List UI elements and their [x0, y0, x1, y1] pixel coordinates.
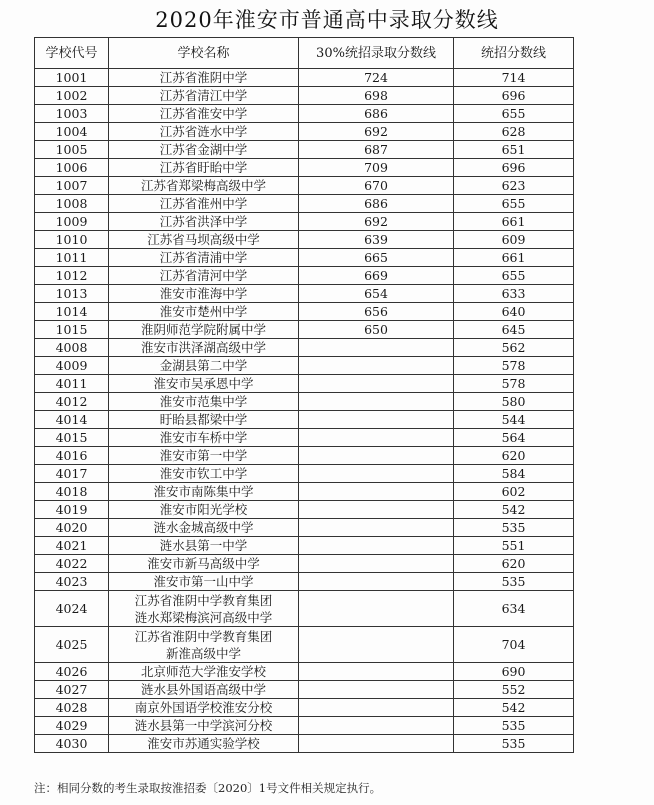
school-code-cell: 1006	[35, 159, 109, 177]
school-code-cell: 4028	[35, 699, 109, 717]
quota-score-cell: 656	[299, 303, 454, 321]
header-general-score: 统招分数线	[454, 38, 574, 69]
general-score-cell: 633	[454, 285, 574, 303]
table-row	[35, 195, 574, 213]
school-code-cell: 1011	[35, 249, 109, 267]
school-name-line: 金湖县第二中学	[159, 358, 248, 373]
school-code-cell: 1015	[35, 321, 109, 339]
header-school-name: 学校名称	[109, 38, 299, 69]
quota-score-cell	[299, 357, 454, 375]
school-name-cell	[109, 375, 299, 393]
school-name-line: 淮安市淮海中学	[159, 286, 248, 301]
school-name-line: 江苏省淮安中学	[159, 106, 248, 121]
quota-score-cell	[299, 465, 454, 483]
school-code-cell: 4009	[35, 357, 109, 375]
table-row	[35, 105, 574, 123]
table-row	[35, 717, 574, 735]
school-code-cell: 4012	[35, 393, 109, 411]
school-name-line: 江苏省涟水中学	[159, 124, 248, 139]
school-name-line: 涟水县第一中学	[159, 538, 248, 553]
quota-score-cell	[299, 429, 454, 447]
quota-score-cell	[299, 663, 454, 681]
school-code-cell: 1009	[35, 213, 109, 231]
general-score-cell: 690	[454, 663, 574, 681]
general-score-cell: 551	[454, 537, 574, 555]
table-row	[35, 87, 574, 105]
table-row	[35, 627, 574, 663]
school-code-cell: 1001	[35, 69, 109, 87]
footnote: 注：相同分数的考生录取按淮招委〔2020〕1号文件相关规定执行。	[34, 781, 382, 795]
school-name-cell	[109, 357, 299, 375]
school-name-line: 江苏省马坝高级中学	[147, 232, 260, 247]
school-name-line: 新淮高级中学	[165, 645, 241, 661]
school-name-line: 涟水县第一中学滨河分校	[134, 718, 273, 733]
school-name-line: 江苏省盱眙中学	[159, 160, 248, 175]
quota-score-cell	[299, 717, 454, 735]
table-row	[35, 663, 574, 681]
school-code-cell: 4027	[35, 681, 109, 699]
school-name-line: 江苏省清江中学	[159, 88, 248, 103]
general-score-cell: 628	[454, 123, 574, 141]
general-score-cell: 609	[454, 231, 574, 249]
table-row	[35, 285, 574, 303]
school-name-cell	[109, 249, 299, 267]
school-name-line: 涟水金城高级中学	[153, 520, 254, 535]
school-name-cell	[109, 339, 299, 357]
school-name-line: 淮安市吴承恩中学	[153, 376, 254, 391]
school-code-cell: 4018	[35, 483, 109, 501]
school-code-cell: 1005	[35, 141, 109, 159]
school-name-cell	[109, 87, 299, 105]
school-code-cell: 1004	[35, 123, 109, 141]
school-code-cell: 4021	[35, 537, 109, 555]
school-code-cell: 1013	[35, 285, 109, 303]
table-row	[35, 123, 574, 141]
general-score-cell: 623	[454, 177, 574, 195]
table-row	[35, 501, 574, 519]
general-score-cell: 634	[454, 591, 574, 627]
table-row	[35, 573, 574, 591]
quota-score-cell: 686	[299, 195, 454, 213]
school-name-cell	[109, 483, 299, 501]
table-row	[35, 177, 574, 195]
quota-score-cell: 709	[299, 159, 454, 177]
school-code-cell: 1012	[35, 267, 109, 285]
quota-score-cell: 670	[299, 177, 454, 195]
general-score-cell: 704	[454, 627, 574, 663]
school-name-cell	[109, 285, 299, 303]
school-name-cell	[109, 465, 299, 483]
school-code-cell: 4014	[35, 411, 109, 429]
general-score-cell: 562	[454, 339, 574, 357]
general-score-cell: 535	[454, 573, 574, 591]
school-name-cell	[109, 231, 299, 249]
school-name-line: 淮安市洪泽湖高级中学	[140, 340, 266, 355]
school-name-line: 江苏省郑梁梅高级中学	[140, 178, 266, 193]
general-score-cell: 542	[454, 699, 574, 717]
quota-score-cell: 654	[299, 285, 454, 303]
school-code-cell: 4026	[35, 663, 109, 681]
school-name-cell	[109, 591, 299, 627]
general-score-cell: 578	[454, 375, 574, 393]
table-row	[35, 519, 574, 537]
school-name-cell	[109, 627, 299, 663]
school-name-line: 江苏省淮阴中学教育集团	[134, 592, 273, 608]
general-score-cell: 651	[454, 141, 574, 159]
table-row	[35, 591, 574, 627]
table-row	[35, 735, 574, 753]
quota-score-cell	[299, 447, 454, 465]
school-name-line: 江苏省清浦中学	[159, 250, 248, 265]
school-name-line: 淮安市南陈集中学	[153, 484, 254, 499]
table-row	[35, 537, 574, 555]
school-name-cell	[109, 177, 299, 195]
school-name-cell	[109, 699, 299, 717]
table-row	[35, 159, 574, 177]
table-row	[35, 465, 574, 483]
quota-score-cell	[299, 375, 454, 393]
school-code-cell: 4011	[35, 375, 109, 393]
general-score-cell: 542	[454, 501, 574, 519]
school-name-cell	[109, 573, 299, 591]
general-score-cell: 655	[454, 195, 574, 213]
table-row	[35, 411, 574, 429]
school-name-cell	[109, 141, 299, 159]
quota-score-cell: 665	[299, 249, 454, 267]
quota-score-cell	[299, 735, 454, 753]
school-name-line: 淮安市阳光学校	[159, 502, 248, 517]
school-name-cell	[109, 69, 299, 87]
general-score-cell: 535	[454, 519, 574, 537]
school-code-cell: 4030	[35, 735, 109, 753]
table-row	[35, 303, 574, 321]
school-name-line: 淮安市楚州中学	[159, 304, 248, 319]
table-header-row	[35, 38, 574, 69]
table-row	[35, 231, 574, 249]
general-score-cell: 696	[454, 87, 574, 105]
school-name-cell	[109, 555, 299, 573]
school-name-cell	[109, 681, 299, 699]
general-score-cell: 544	[454, 411, 574, 429]
school-code-cell: 4025	[35, 627, 109, 663]
quota-score-cell: 724	[299, 69, 454, 87]
general-score-cell: 580	[454, 393, 574, 411]
quota-score-cell	[299, 555, 454, 573]
school-code-cell: 4022	[35, 555, 109, 573]
table-row	[35, 69, 574, 87]
school-name-line: 淮安市钦工中学	[159, 466, 248, 481]
school-code-cell: 4008	[35, 339, 109, 357]
school-name-cell	[109, 447, 299, 465]
school-name-cell	[109, 105, 299, 123]
admission-score-table	[34, 37, 574, 753]
table-row	[35, 681, 574, 699]
school-name-line: 淮安市车桥中学	[159, 430, 248, 445]
school-name-cell	[109, 159, 299, 177]
general-score-cell: 640	[454, 303, 574, 321]
school-name-line: 江苏省清河中学	[159, 268, 248, 283]
table-row	[35, 375, 574, 393]
table-row	[35, 357, 574, 375]
school-name-line: 南京外国语学校淮安分校	[134, 700, 273, 715]
school-name-cell	[109, 123, 299, 141]
table-row	[35, 213, 574, 231]
school-code-cell: 4017	[35, 465, 109, 483]
school-code-cell: 1008	[35, 195, 109, 213]
school-name-cell	[109, 213, 299, 231]
quota-score-cell	[299, 573, 454, 591]
school-name-line: 淮安市范集中学	[159, 394, 248, 409]
page-title: 2020年淮安市普通高中录取分数线	[155, 8, 499, 32]
general-score-cell: 620	[454, 447, 574, 465]
school-name-cell	[109, 501, 299, 519]
table-row	[35, 699, 574, 717]
school-code-cell: 4029	[35, 717, 109, 735]
school-code-cell: 1014	[35, 303, 109, 321]
school-name-cell	[109, 735, 299, 753]
school-code-cell: 1007	[35, 177, 109, 195]
table-row	[35, 339, 574, 357]
table-row	[35, 321, 574, 339]
school-code-cell: 4015	[35, 429, 109, 447]
quota-score-cell	[299, 591, 454, 627]
table-row	[35, 267, 574, 285]
school-name-line: 江苏省淮阴中学教育集团	[134, 628, 273, 644]
table-body	[35, 69, 574, 753]
header-quota-score: 30%统招录取分数线	[299, 38, 454, 69]
school-name-cell	[109, 267, 299, 285]
general-score-cell: 661	[454, 213, 574, 231]
quota-score-cell	[299, 411, 454, 429]
school-name-line: 江苏省金湖中学	[159, 142, 248, 157]
table-row	[35, 429, 574, 447]
general-score-cell: 602	[454, 483, 574, 501]
school-code-cell: 1002	[35, 87, 109, 105]
general-score-cell: 578	[454, 357, 574, 375]
school-name-line: 涟水郑梁梅滨河高级中学	[134, 609, 273, 625]
school-name-line: 淮安市苏通实验学校	[147, 736, 260, 751]
school-code-cell: 1003	[35, 105, 109, 123]
school-name-line: 江苏省淮州中学	[159, 196, 248, 211]
general-score-cell: 535	[454, 735, 574, 753]
school-name-cell	[109, 717, 299, 735]
quota-score-cell: 692	[299, 213, 454, 231]
quota-score-cell	[299, 483, 454, 501]
school-code-cell: 4023	[35, 573, 109, 591]
school-name-line: 淮安市新马高级中学	[147, 556, 260, 571]
general-score-cell: 661	[454, 249, 574, 267]
quota-score-cell: 669	[299, 267, 454, 285]
quota-score-cell	[299, 699, 454, 717]
quota-score-cell: 650	[299, 321, 454, 339]
school-name-line: 淮阴师范学院附属中学	[140, 322, 266, 337]
general-score-cell: 714	[454, 69, 574, 87]
school-name-cell	[109, 303, 299, 321]
school-name-cell	[109, 411, 299, 429]
general-score-cell: 584	[454, 465, 574, 483]
school-name-line: 淮安市第一山中学	[153, 574, 254, 589]
general-score-cell: 552	[454, 681, 574, 699]
general-score-cell: 655	[454, 105, 574, 123]
quota-score-cell: 639	[299, 231, 454, 249]
general-score-cell: 620	[454, 555, 574, 573]
school-name-line: 淮安市第一中学	[159, 448, 248, 463]
table-row	[35, 393, 574, 411]
quota-score-cell	[299, 519, 454, 537]
header-school-code: 学校代号	[35, 38, 109, 69]
quota-score-cell: 692	[299, 123, 454, 141]
school-name-cell	[109, 663, 299, 681]
quota-score-cell	[299, 339, 454, 357]
school-name-cell	[109, 321, 299, 339]
school-name-line: 盱眙县都梁中学	[159, 412, 248, 427]
table-row	[35, 249, 574, 267]
quota-score-cell: 698	[299, 87, 454, 105]
school-code-cell: 4016	[35, 447, 109, 465]
general-score-cell: 645	[454, 321, 574, 339]
quota-score-cell	[299, 501, 454, 519]
school-name-cell	[109, 429, 299, 447]
quota-score-cell	[299, 681, 454, 699]
quota-score-cell	[299, 393, 454, 411]
school-code-cell: 4019	[35, 501, 109, 519]
school-code-cell: 4020	[35, 519, 109, 537]
school-name-cell	[109, 537, 299, 555]
school-name-cell	[109, 393, 299, 411]
school-name-cell	[109, 519, 299, 537]
quota-score-cell: 687	[299, 141, 454, 159]
table-row	[35, 483, 574, 501]
table-row	[35, 555, 574, 573]
quota-score-cell: 686	[299, 105, 454, 123]
quota-score-cell	[299, 537, 454, 555]
table-row	[35, 141, 574, 159]
school-name-line: 涟水县外国语高级中学	[140, 682, 266, 697]
school-name-line: 北京师范大学淮安学校	[140, 664, 266, 679]
school-name-cell	[109, 195, 299, 213]
table-row	[35, 447, 574, 465]
school-name-line: 江苏省淮阴中学	[159, 70, 248, 85]
quota-score-cell	[299, 627, 454, 663]
school-code-cell: 4024	[35, 591, 109, 627]
school-code-cell: 1010	[35, 231, 109, 249]
general-score-cell: 564	[454, 429, 574, 447]
general-score-cell: 696	[454, 159, 574, 177]
school-name-line: 江苏省洪泽中学	[159, 214, 248, 229]
general-score-cell: 655	[454, 267, 574, 285]
general-score-cell: 535	[454, 717, 574, 735]
